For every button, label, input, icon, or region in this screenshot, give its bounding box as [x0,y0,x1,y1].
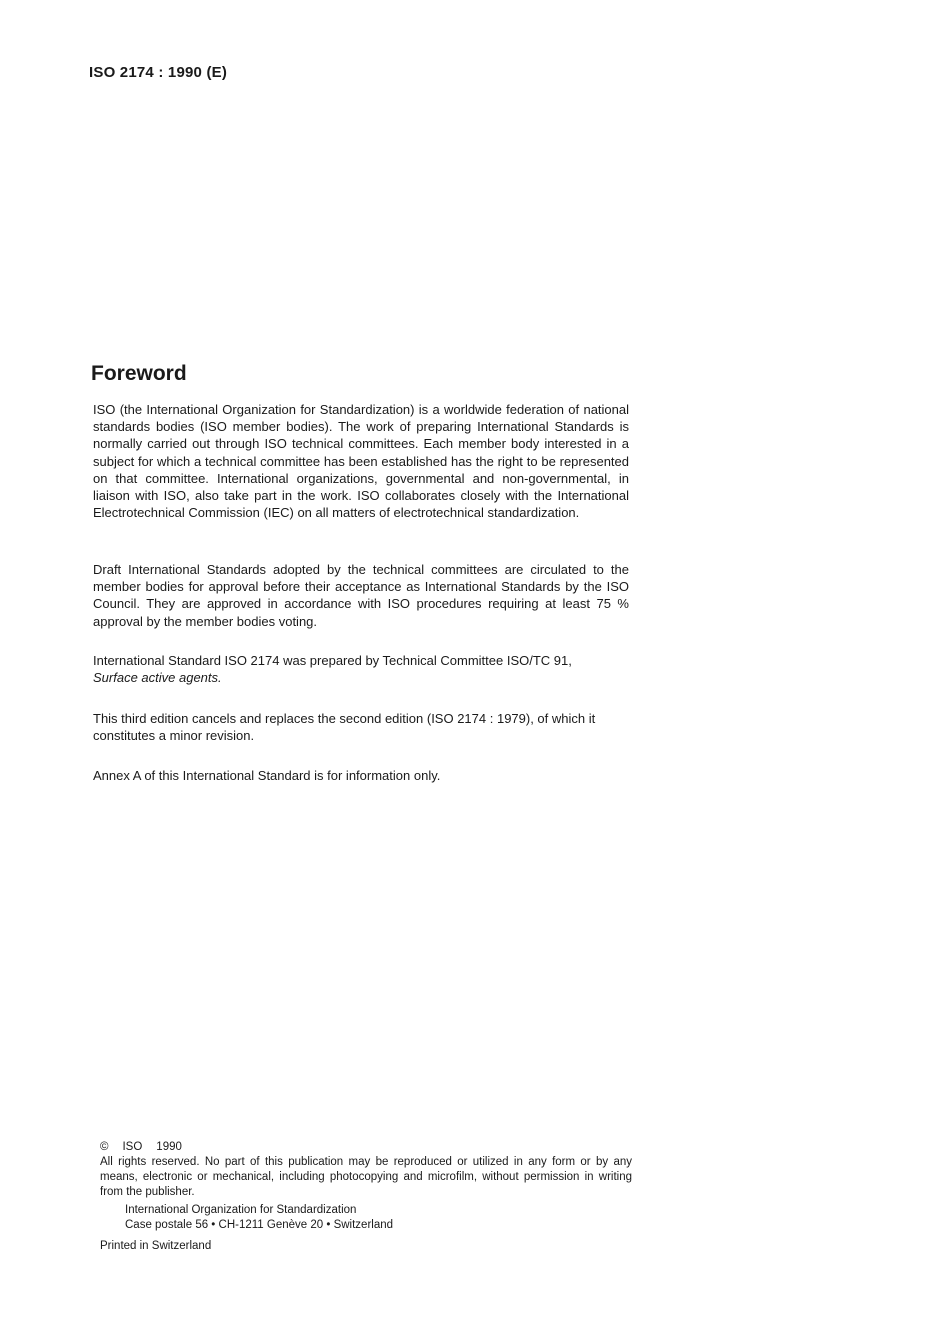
foreword-paragraph-2: Draft International Standards adopted by the technical committees are circulated to the member bodies for approval before their acceptance as International Standards by the ISO Council. They are approved in accordance with ISO procedures requiring at least 75 % approval by the member bodies voting. [93,562,629,629]
prepared-by-text: International Standard ISO 2174 was prepared by Technical Committee ISO/TC 91, [93,653,572,668]
foreword-paragraph-5: Annex A of this International Standard is for information only. [93,768,441,783]
copyright-year: 1990 [156,1141,182,1153]
committee-name: Surface active agents. [93,670,222,686]
foreword-paragraph-1: ISO (the International Organization for Standardization) is a worldwide federation of national standards bodies (ISO member bodies). The work of preparing International Standards is normally carried out through ISO technical committees. Each member body interested in a subject for which a technical committee has been established has the right to be represented on that committee. International organizations, governmental and non-governmental, in liaison with ISO, also take part in the work. ISO collaborates closely with the International Electrotechnical Commission (IEC) on all matters of electrotechnical standardization. [93,402,629,521]
document-id-header: ISO 2174 : 1990 (E) [89,64,228,81]
address-line-1: International Organization for Standardization [125,1204,357,1216]
copyright-line [100,1140,632,1155]
copyright-footer [100,1140,632,1254]
publisher-address [125,1203,632,1233]
copyright-symbol: © [100,1141,109,1153]
printed-in: Printed in Switzerland [100,1240,212,1252]
foreword-title: Foreword [91,362,187,385]
foreword-paragraph-3 [93,652,629,686]
rights-statement: All rights reserved. No part of this publication may be reproduced or utilized in any form or by any means, electronic or mechanical, including photocopying and microfilm, without permission in writing from the publisher. [100,1156,632,1198]
foreword-paragraph-4: This third edition cancels and replaces the second edition (ISO 2174 : 1979), of which it constitutes a minor revision. [93,711,596,744]
address-line-2: Case postale 56 • CH-1211 Genève 20 • Switzerland [125,1219,394,1231]
copyright-org: ISO [122,1141,143,1153]
